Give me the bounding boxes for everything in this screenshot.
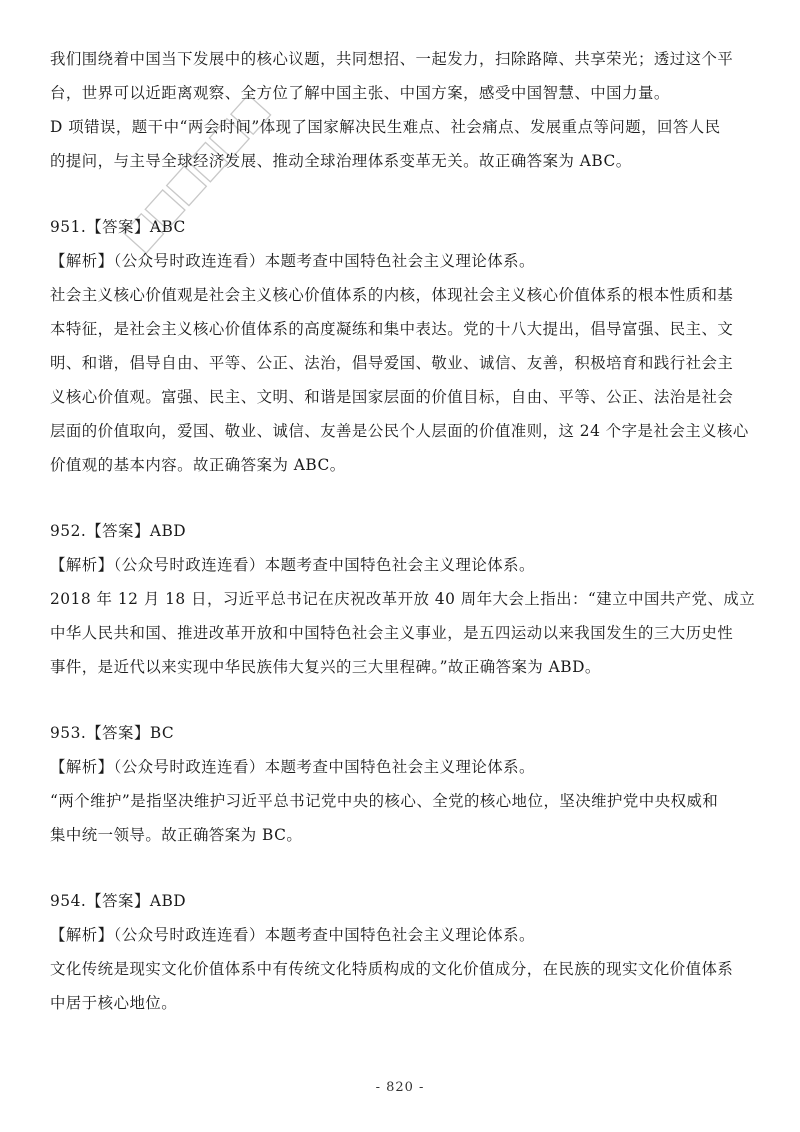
answer-header: 952.【答案】ABD: [50, 522, 187, 540]
body-line: 中华人民共和国、推进改革开放和中国特色社会主义事业，是五四运动以来我国发生的三大历史性: [50, 624, 734, 642]
body-line: 集中统一领导。故正确答案为 BC。: [50, 826, 303, 844]
body-line: 中居于核心地位。: [50, 994, 178, 1012]
body-line: 事件，是近代以来实现中华民族伟大复兴的三大里程碑。”故正确答案为 ABD。: [50, 658, 601, 676]
body-line: 本特征，是社会主义核心价值体系的高度凝练和集中表达。党的十八大提出，倡导富强、民主、文: [50, 320, 734, 338]
body-line: 明、和谐，倡导自由、平等、公正、法治，倡导爱国、敬业、诚信、友善，积极培育和践行社会主: [50, 354, 734, 372]
intro-block: [50, 42, 756, 178]
body-line: 价值观的基本内容。故正确答案为 ABC。: [50, 456, 346, 474]
body-line: 层面的价值取向，爱国、敬业、诚信、友善是公民个人层面的价值准则，这 24 个字是社会主义核心: [50, 422, 749, 440]
document-page: [50, 42, 756, 1020]
answer-header: 953.【答案】BC: [50, 724, 175, 742]
body-line: “两个维护”是指坚决维护习近平总书记党中央的核心、全党的核心地位，坚决维护党中央权威和: [50, 792, 719, 810]
body-line: 社会主义核心价值观是社会主义核心价值体系的内核，体现社会主义核心价值体系的根本性质和基: [50, 286, 734, 304]
analysis-line: 【解析】（公众号时政连连看）本题考查中国特色社会主义理论体系。: [50, 556, 535, 574]
body-line: 2018 年 12 月 18 日，习近平总书记在庆祝改革开放 40 周年大会上指出：“建立中国共产党、成立: [50, 590, 756, 608]
page-number: - 820 -: [375, 1080, 425, 1095]
body-line: 义核心价值观。富强、民主、文明、和谐是国家层面的价值目标，自由、平等、公正、法治是社会: [50, 388, 734, 406]
body-line: 文化传统是现实文化价值体系中有传统文化特质构成的文化价值成分，在民族的现实文化价值体系: [50, 960, 734, 978]
intro-line: 我们围绕着中国当下发展中的核心议题，共同想招、一起发力，扫除路障、共享荣光；透过这个平: [50, 50, 734, 68]
intro-line: 台，世界可以近距离观察、全方位了解中国主张、中国方案，感受中国智慧、中国力量。: [50, 84, 670, 102]
analysis-line: 【解析】（公众号时政连连看）本题考查中国特色社会主义理论体系。: [50, 758, 535, 776]
analysis-line: 【解析】（公众号时政连连看）本题考查中国特色社会主义理论体系。: [50, 252, 535, 270]
intro-line: 的提问，与主导全球经济发展、推动全球治理体系变革无关。故正确答案为 ABC。: [50, 152, 632, 170]
analysis-line: 【解析】（公众号时政连连看）本题考查中国特色社会主义理论体系。: [50, 926, 535, 944]
answer-header: 954.【答案】ABD: [50, 892, 187, 910]
question-951: [50, 210, 756, 482]
answer-header: 951.【答案】ABC: [50, 218, 186, 236]
intro-line: D 项错误，题干中“两会时间”体现了国家解决民生难点、社会痛点、发展重点等问题，回答人民: [50, 118, 721, 136]
question-954: [50, 884, 756, 1020]
question-952: [50, 514, 756, 684]
question-953: [50, 716, 756, 852]
